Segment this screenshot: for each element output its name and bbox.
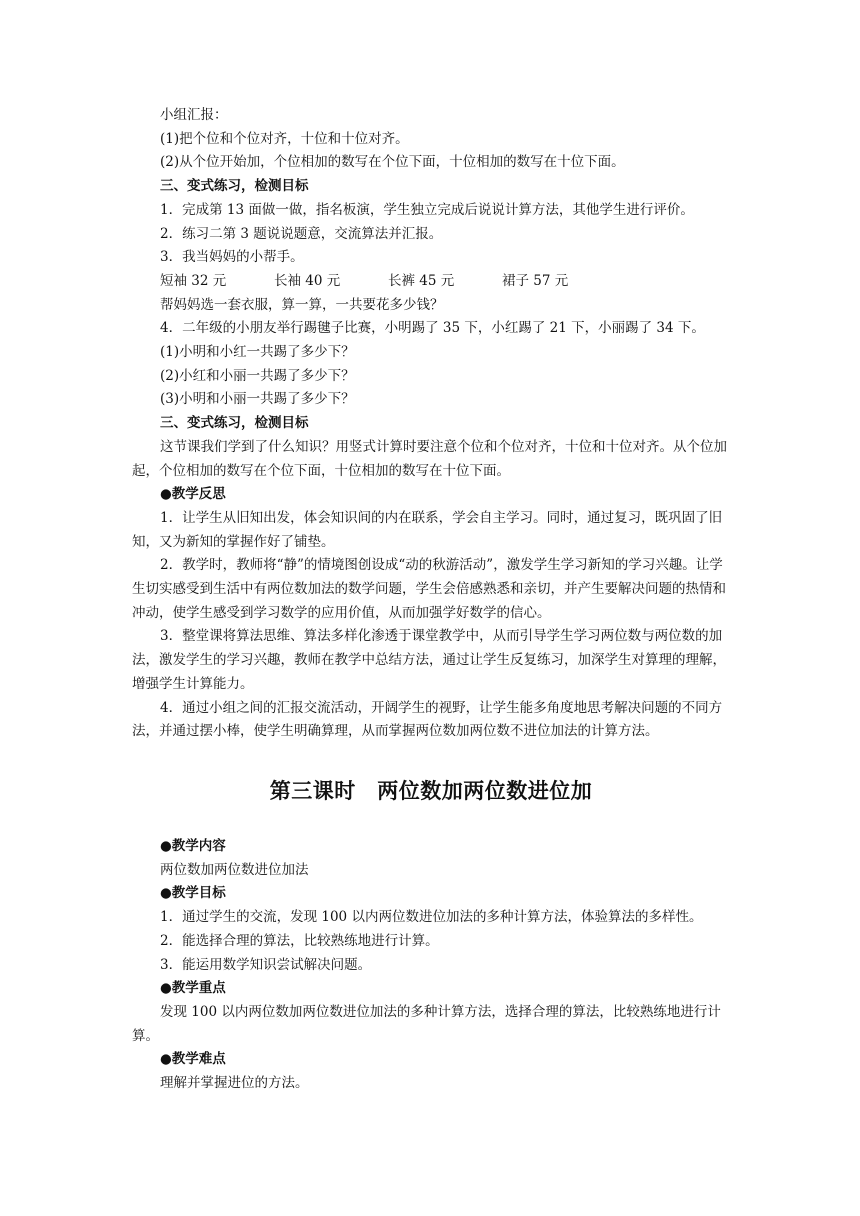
heading-teaching-content: ●教学内容 [160, 837, 226, 854]
heading-practice-2: 三、变式练习，检测目标 [160, 415, 309, 432]
clothes-price-list [132, 270, 730, 294]
price-item: 裙子 57 元 [502, 272, 569, 289]
question-1: (1)小明和小红一共踢了多少下？ [160, 344, 355, 361]
teaching-difficulty: 理解并掌握进位的方法。 [160, 1075, 309, 1092]
question-3: (3)小明和小丽一共踢了多少下？ [160, 391, 355, 408]
heading-teaching-goals: ●教学目标 [160, 885, 226, 902]
goal-3: 3．能运用数学知识尝试解决问题。 [160, 956, 372, 973]
goal-2: 2．能选择合理的算法，比较熟练地进行计算。 [160, 932, 439, 949]
step-2: (2)从个位开始加，个位相加的数写在个位下面，十位相加的数写在十位下面。 [160, 154, 625, 171]
exercise-4: 4．二年级的小朋友举行踢毽子比赛，小明踢了 35 下，小红踢了 21 下，小丽踢了 34 下。 [160, 320, 705, 337]
reflection-3: 3．整堂课将算法思维、算法多样化渗透于课堂教学中，从而引导学生学习两位数与两位数的加法，激发学生的学习兴趣，教师在教学中总结方法，通过让学生反复练习，加深学生对算理的理解，增强学生计算能力。 [132, 628, 726, 692]
price-item: 长裤 45 元 [388, 272, 455, 289]
exercise-1: 1．完成第 13 面做一做，指名板演，学生独立完成后说说计算方法，其他学生进行评价。 [160, 201, 694, 218]
heading-reflection: ●教学反思 [160, 486, 226, 503]
heading-practice: 三、变式练习，检测目标 [160, 178, 309, 195]
reflection-4: 4．通过小组之间的汇报交流活动，开阔学生的视野，让学生能多角度地思考解决问题的不同方法，并通过摆小棒，使学生明确算理，从而掌握两位数加两位数不进位加法的计算方法。 [132, 699, 723, 740]
page-content [132, 104, 730, 1096]
exercise-3: 3．我当妈妈的小帮手。 [160, 249, 304, 266]
price-item: 长袖 40 元 [274, 272, 341, 289]
exercise-3-question: 帮妈妈选一套衣服，算一算，一共要花多少钱？ [160, 296, 444, 313]
reflection-1: 1．让学生从旧知出发，体会知识间的内在联系，学会自主学习。同时，通过复习，既巩固了旧知，又为新知的掌握作好了铺垫。 [132, 509, 723, 550]
step-1: (1)把个位和个位对齐，十位和十位对齐。 [160, 130, 409, 147]
exercise-2: 2．练习二第 3 题说说题意，交流算法并汇报。 [160, 225, 443, 242]
teaching-key: 发现 100 以内两位数加两位数进位加法的多种计算方法，选择合理的算法，比较熟练地进行计算。 [132, 1003, 721, 1044]
lesson-summary: 这节课我们学到了什么知识？用竖式计算时要注意个位和个位对齐，十位和十位对齐。从个位加起，个位相加的数写在个位下面，十位相加的数写在十位下面。 [132, 438, 727, 479]
teaching-content: 两位数加两位数进位加法 [160, 861, 309, 878]
question-2: (2)小红和小丽一共踢了多少下？ [160, 367, 355, 384]
lesson-title: 第三课时 两位数加两位数进位加 [269, 778, 593, 803]
group-report-label: 小组汇报： [160, 107, 228, 123]
price-item: 短袖 32 元 [160, 272, 227, 289]
reflection-2: 2．教学时，教师将“静”的情境图创设成“动的秋游活动”，激发学生学习新知的学习兴趣。让学生切实感受到生活中有两位数加法的数学问题，学生会倍感熟悉和亲切，并产生要解决问题的热情和冲动，使学生感受到学习数学的应用价值，从而加强学好数学的信心。 [132, 557, 726, 621]
goal-1: 1．通过学生的交流，发现 100 以内两位数进位加法的多种计算方法，体验算法的多样性。 [160, 909, 703, 926]
heading-teaching-key: ●教学重点 [160, 980, 226, 997]
heading-teaching-difficulty: ●教学难点 [160, 1051, 226, 1068]
